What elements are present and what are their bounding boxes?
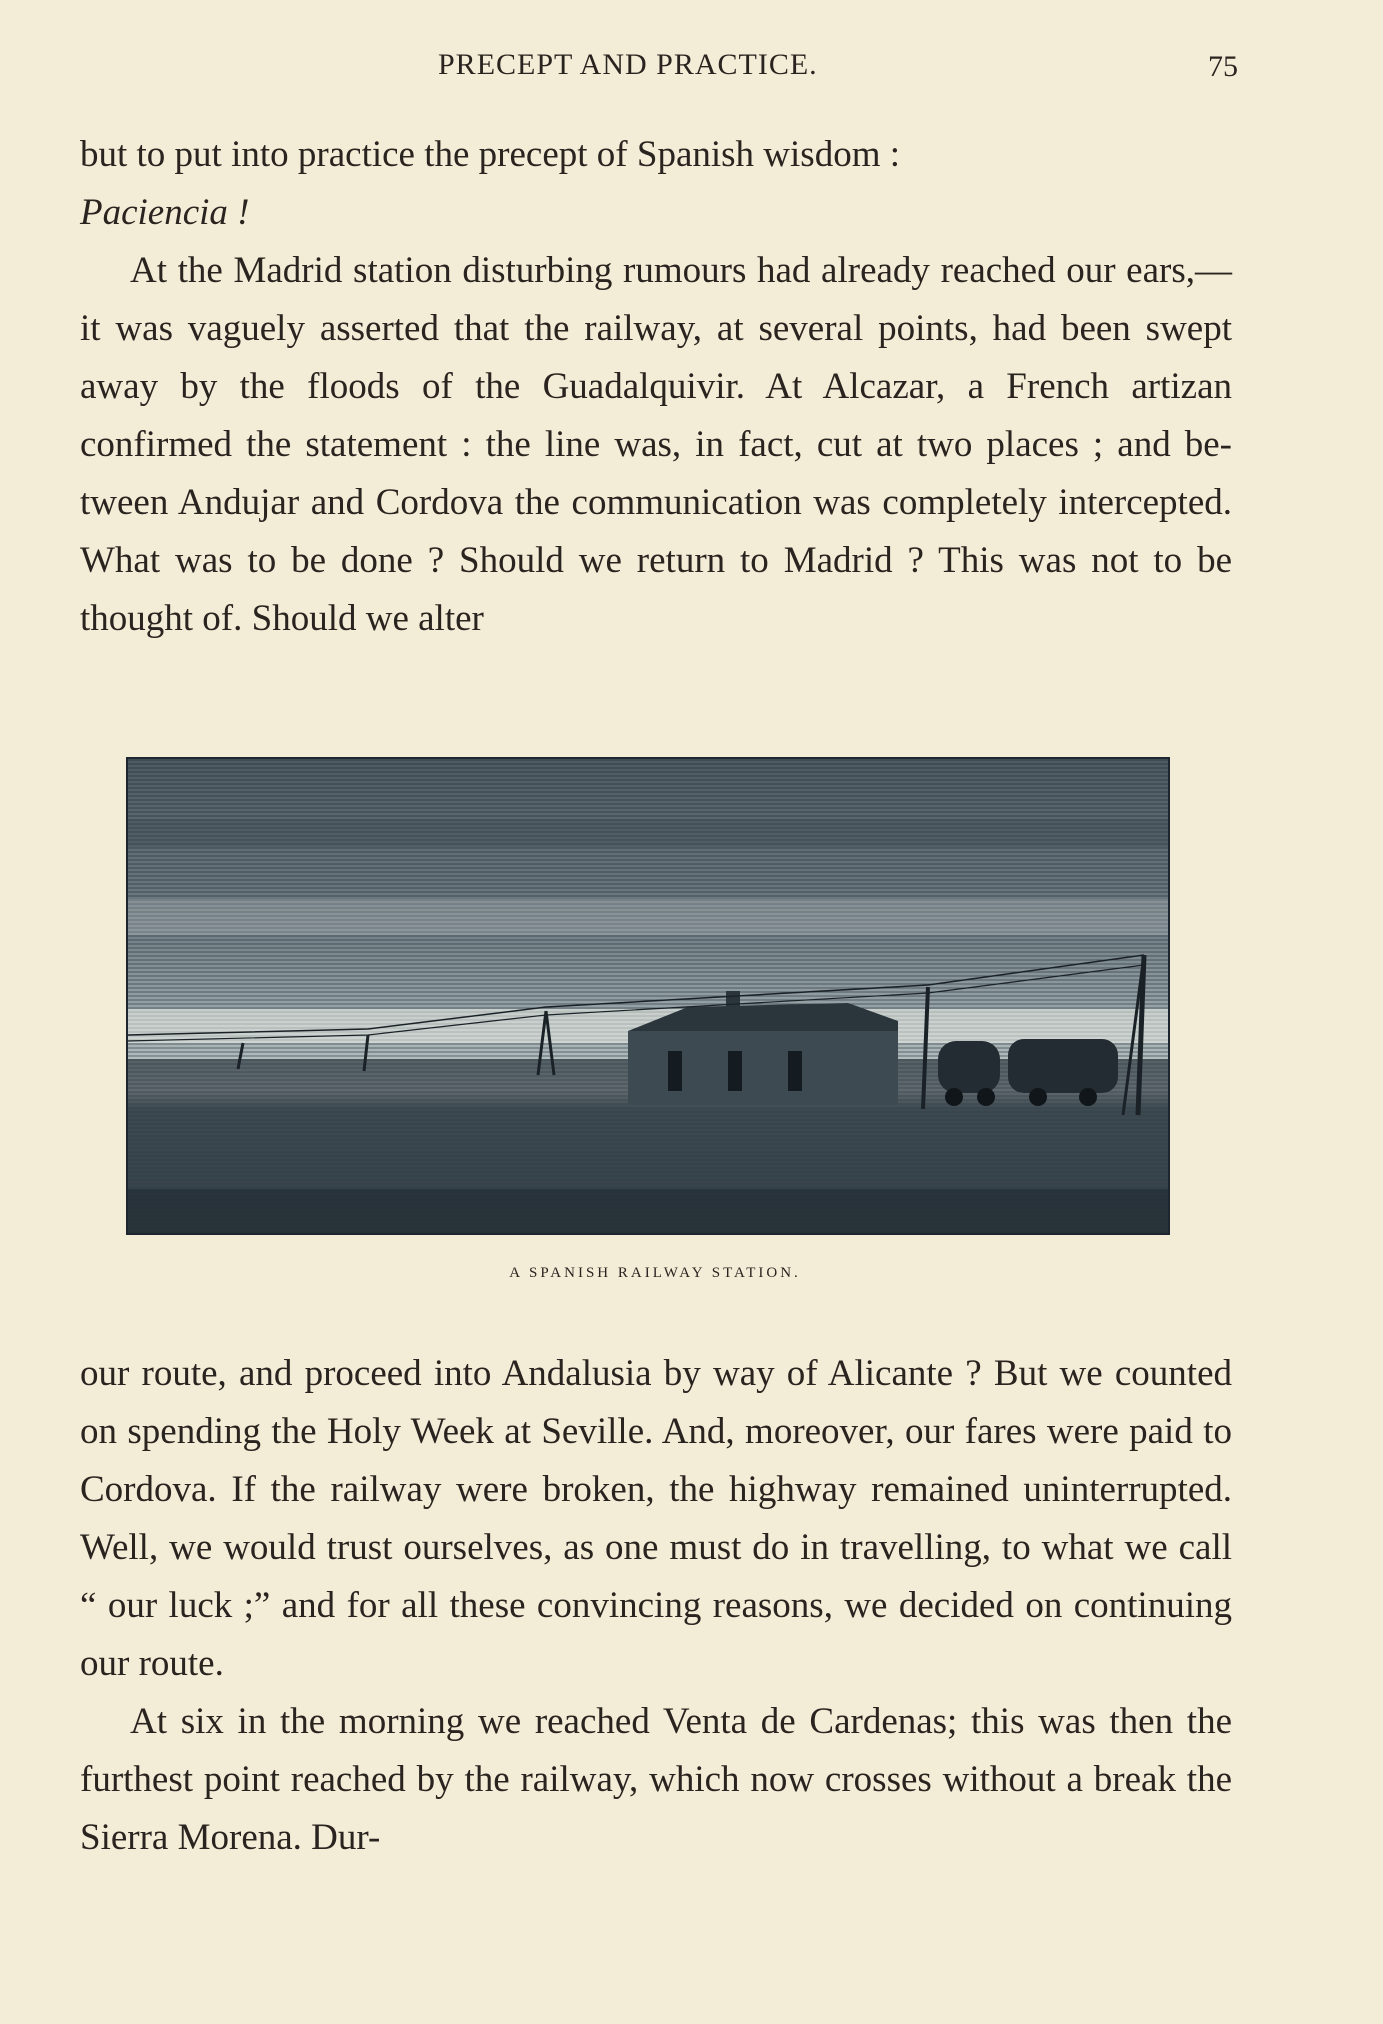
engraving-illustration (126, 757, 1170, 1235)
railway-station-engraving (128, 759, 1168, 1233)
text-block-bottom (80, 1345, 1232, 1867)
paragraph-1-text: but to put into practice the precept of Spanish wisdom : (80, 134, 900, 175)
paragraph-1-italic: Paciencia ! (80, 192, 250, 233)
paragraph-1 (80, 126, 1232, 242)
figure-caption: A SPANISH RAILWAY STATION. (509, 1265, 801, 1281)
running-head (78, 48, 1238, 88)
paragraph-3: our route, and proceed into Andalusia by way of Alicante ? But we counted on spending the Holy Week at Seville. And, moreover, our fares were paid to Cordova. If the railway were broken, the highway remained uninterrupted. Well, we would trust ourselves, as one must do in travelling, to what we call “ our luck ;” and for all these convincing reasons, we decided on continuing our route. (80, 1353, 1232, 1684)
paragraph-4: At six in the morning we reached Venta de Cardenas; this was then the furthest point reached by the railway, which now crosses without a break the Sierra Morena. Dur- (80, 1701, 1232, 1858)
running-title: PRECEPT AND PRACTICE. (438, 48, 818, 81)
text-block-top (80, 126, 1232, 648)
paragraph-2: At the Madrid station disturbing rumours had already reached our ears,—it was vaguely asserted that the railway, at several points, had been swept away by the floods of the Guadalquivir. At Alcazar, a French artizan confirmed the statement : the line was, in fact, cut at two places ; and be- tween Andujar and Cordova the communication was completely intercepted. What was to be done ? Should we return to Madrid ? This was not to be thought of. Should we alter (80, 250, 1232, 639)
page-number: 75 (1208, 50, 1238, 83)
